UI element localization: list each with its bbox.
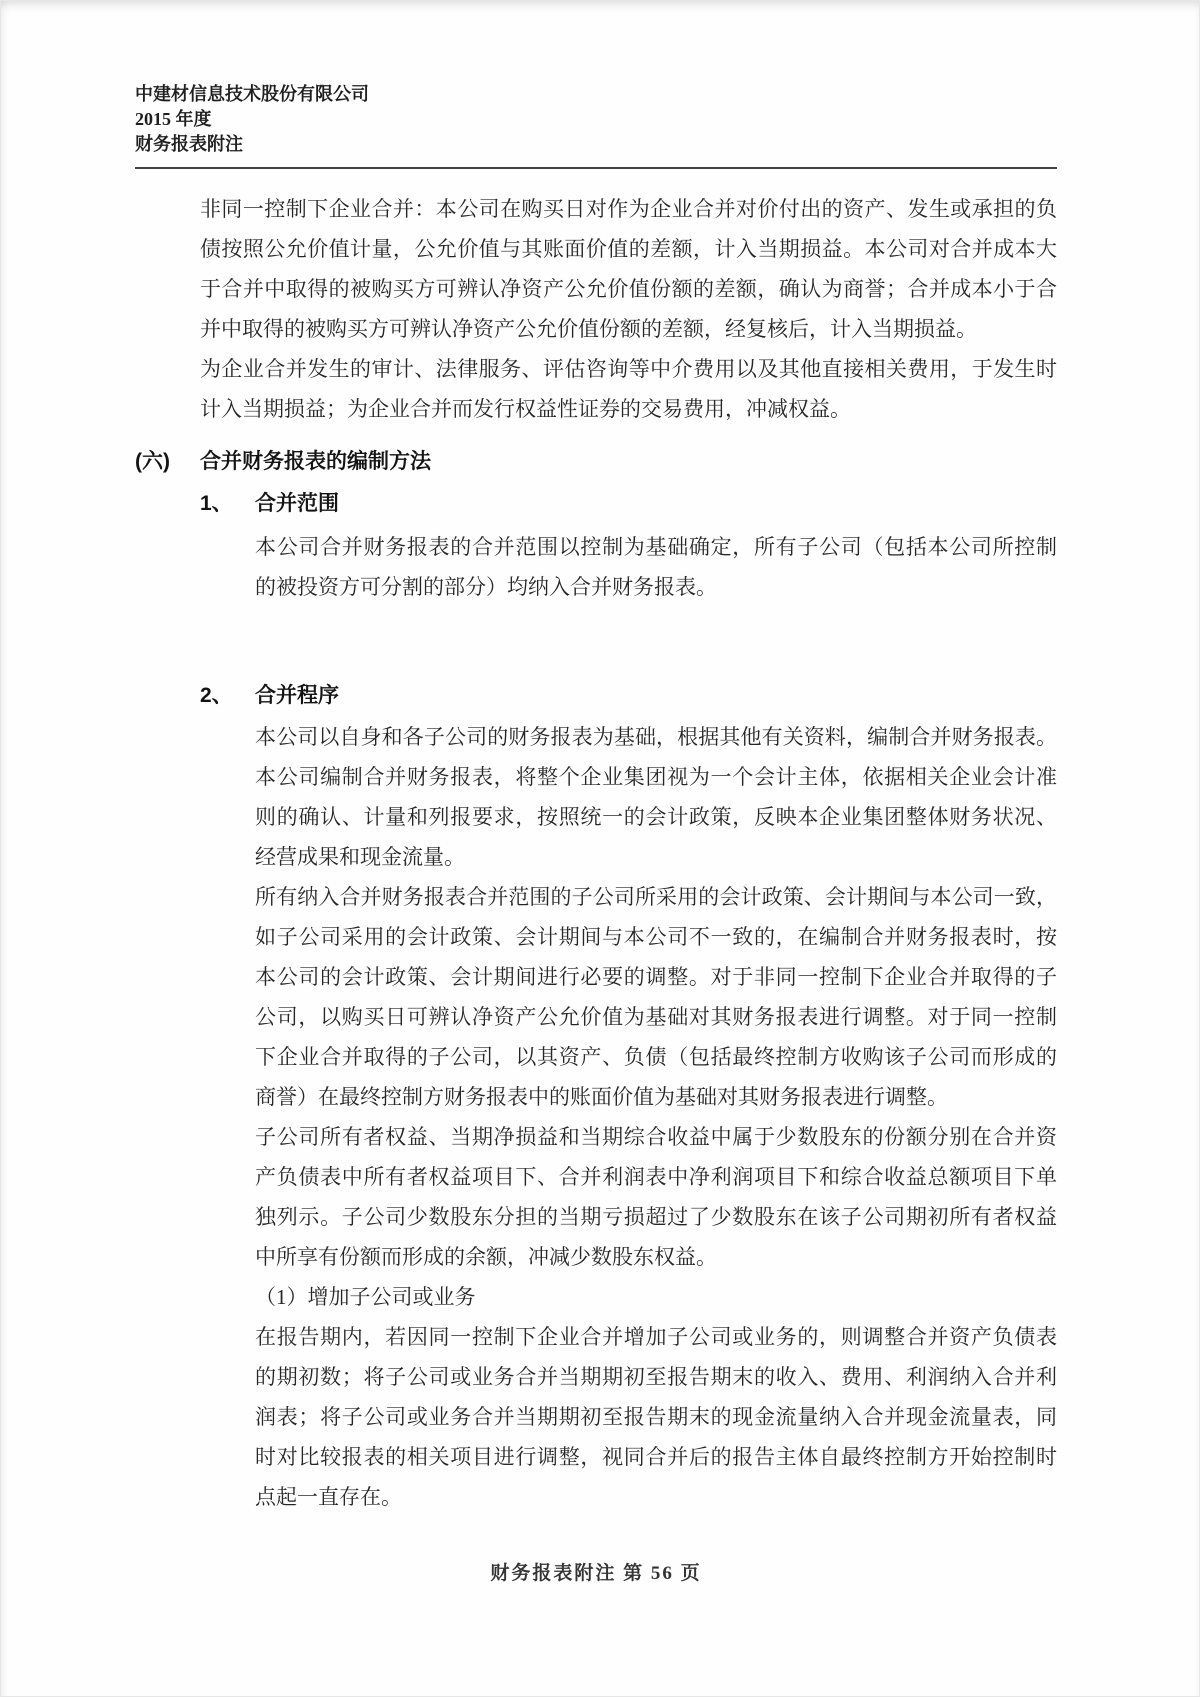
paragraph <box>255 717 1057 877</box>
doc-title: 财务报表附注 <box>135 134 243 154</box>
text-line: 的被投资方可分割的部分）均纳入合并财务报表。 <box>255 575 717 599</box>
text-line: 经营成果和现金流量。 <box>255 845 465 869</box>
text-line: 在报告期内，若因同一控制下企业合并增加子公司或业务的，则调整合并资产负债表 <box>255 1325 1057 1349</box>
text-line: 并中取得的被购买方可辨认净资产公允价值份额的差额，经复核后，计入当期损益。 <box>200 317 977 341</box>
text-line: 计入当期损益；为企业合并而发行权益性证券的交易费用，冲减权益。 <box>200 397 851 421</box>
paragraph <box>255 1117 1057 1277</box>
paragraph <box>255 877 1057 1117</box>
text-line: 子公司所有者权益、当期净损益和当期综合收益中属于少数股东的份额分别在合并资 <box>255 1125 1057 1149</box>
paragraph <box>255 1317 1057 1517</box>
section-6-heading <box>135 447 1057 477</box>
text-line: 的期初数；将子公司或业务合并当期期初至报告期末的收入、费用、利润纳入合并利 <box>255 1365 1057 1389</box>
text-line: （1）增加子公司或业务 <box>255 1285 476 1309</box>
text-line: 中所享有份额而形成的余额，冲减少数股东权益。 <box>255 1245 717 1269</box>
intro-paragraphs <box>200 189 1057 429</box>
text-line: 商誉）在最终控制方财务报表中的账面价值为基础对其财务报表进行调整。 <box>255 1085 948 1109</box>
text-line: 则的确认、计量和列报要求，按照统一的会计政策，反映本企业集团整体财务状况、 <box>255 805 1057 829</box>
subsection-1-body <box>255 527 1057 607</box>
report-year: 2015 年度 <box>135 109 212 129</box>
subsection-2-number: 2、 <box>200 684 233 707</box>
text-line: 于合并中取得的被购买方可辨认净资产公允价值份额的差额，确认为商誉；合并成本小于合 <box>200 277 1057 301</box>
subsection-2-body <box>255 717 1057 1517</box>
paragraph <box>200 349 1057 429</box>
text-line: 本公司的会计政策、会计期间进行必要的调整。对于非同一控制下企业合并取得的子 <box>255 965 1057 989</box>
text-line: 债按照公允价值计量，公允价值与其账面价值的差额，计入当期损益。本公司对合并成本大 <box>200 237 1057 261</box>
text-line: 时对比较报表的相关项目进行调整，视同合并后的报告主体自最终控制方开始控制时 <box>255 1445 1057 1469</box>
text-line: 独列示。子公司少数股东分担的当期亏损超过了少数股东在该子公司期初所有者权益 <box>255 1205 1057 1229</box>
subsection-1-title: 合并范围 <box>255 492 339 515</box>
company-name: 中建材信息技术股份有限公司 <box>135 84 369 104</box>
section-6-label: (六) <box>135 450 170 473</box>
text-line: 所有纳入合并财务报表合并范围的子公司所采用的会计政策、会计期间与本公司一致， <box>255 885 1057 909</box>
text-line: 本公司编制合并财务报表，将整个企业集团视为一个会计主体，依据相关企业会计准 <box>255 765 1057 789</box>
paragraph <box>200 189 1057 349</box>
subsection-1-heading <box>200 489 1057 519</box>
text-line: 产负债表中所有者权益项目下、合并利润表中净利润项目下和综合收益总额项目下单 <box>255 1165 1057 1189</box>
text-line: 非同一控制下企业合并：本公司在购买日对作为企业合并对价付出的资产、发生或承担的负 <box>200 197 1057 221</box>
text-line: 本公司以自身和各子公司的财务报表为基础，根据其他有关资料，编制合并财务报表。 <box>255 725 1057 749</box>
subsection-1-number: 1、 <box>200 492 233 515</box>
text-line: 公司，以购买日可辨认净资产公允价值为基础对其财务报表进行调整。对于同一控制 <box>255 1005 1057 1029</box>
header-rule <box>135 167 1057 169</box>
text-line: 下企业合并取得的子公司，以其资产、负债（包括最终控制方收购该子公司而形成的 <box>255 1045 1057 1069</box>
paragraph <box>255 527 1057 607</box>
subsection-2-heading <box>200 681 1057 711</box>
page-footer: 财务报表附注 第 56 页 <box>490 1563 702 1584</box>
text-line: 润表；将子公司或业务合并当期期初至报告期末的现金流量纳入合并现金流量表，同 <box>255 1405 1057 1429</box>
subsection-2-title: 合并程序 <box>255 684 339 707</box>
paragraph <box>255 1277 1057 1317</box>
section-6-title: 合并财务报表的编制方法 <box>200 450 431 473</box>
text-line: 点起一直存在。 <box>255 1485 402 1509</box>
text-line: 如子公司采用的会计政策、会计期间与本公司不一致的，在编制合并财务报表时，按 <box>255 925 1057 949</box>
text-line: 本公司合并财务报表的合并范围以控制为基础确定，所有子公司（包括本公司所控制 <box>255 535 1057 559</box>
text-line: 为企业合并发生的审计、法律服务、评估咨询等中介费用以及其他直接相关费用，于发生时 <box>200 357 1057 381</box>
document-header <box>135 82 1057 157</box>
